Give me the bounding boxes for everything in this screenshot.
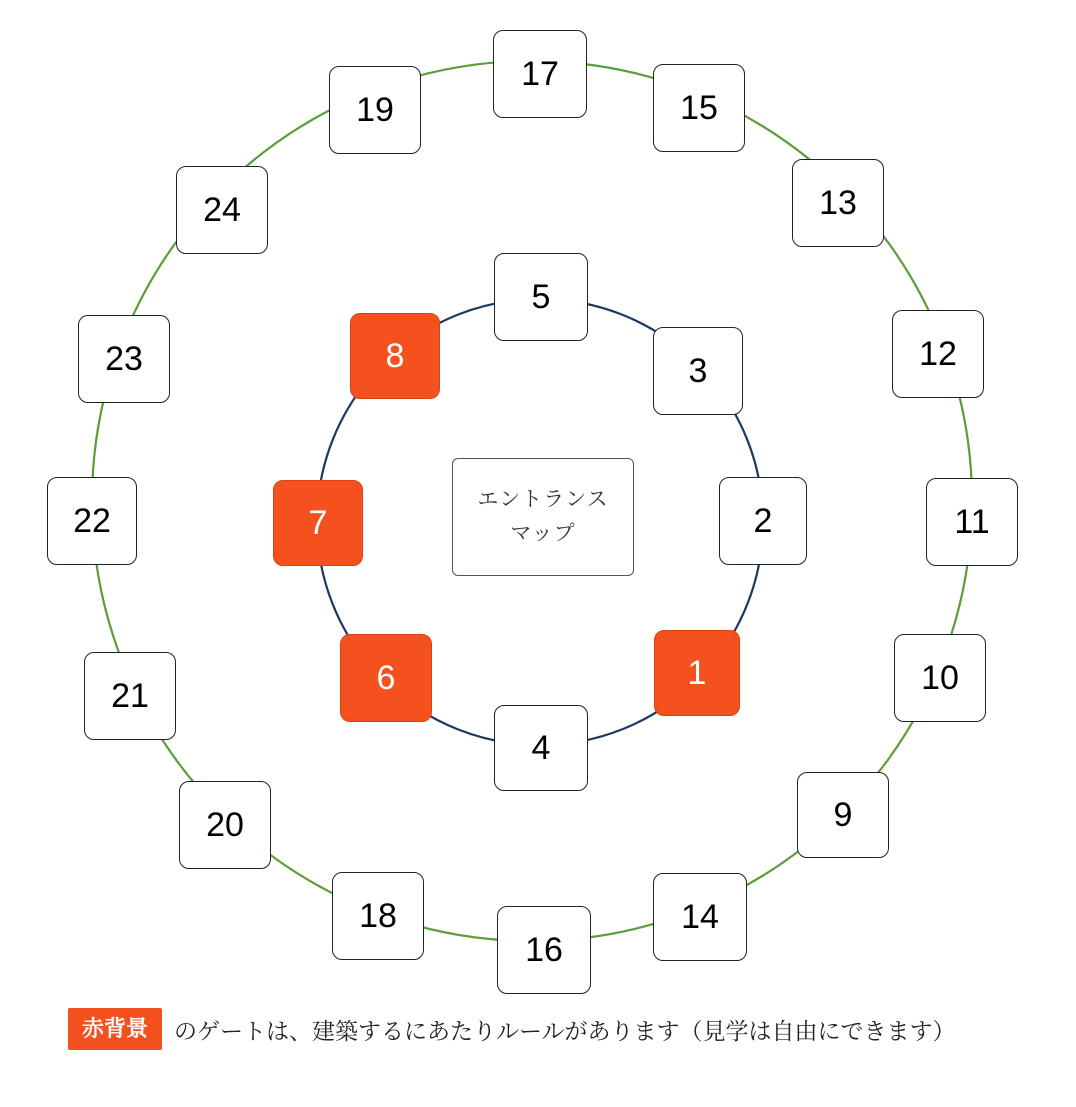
gate-node-21[interactable]: [84, 652, 176, 740]
gate-node-4[interactable]: [494, 705, 588, 791]
gate-label: 3: [688, 352, 708, 390]
gate-node-8[interactable]: [350, 313, 440, 399]
center-entrance-map-label: [452, 458, 634, 576]
gate-label: 6: [376, 659, 396, 697]
gate-label: 23: [105, 340, 143, 378]
gate-node-15[interactable]: [653, 64, 745, 152]
gate-label: 24: [203, 191, 241, 229]
gate-node-6[interactable]: [340, 634, 432, 722]
gate-node-11[interactable]: [926, 478, 1018, 566]
center-label-line2: マップ: [510, 522, 576, 545]
gate-node-5[interactable]: [494, 253, 588, 341]
gate-label: 12: [919, 335, 957, 373]
gate-node-2[interactable]: [719, 477, 807, 565]
gate-node-12[interactable]: [892, 310, 984, 398]
gate-node-23[interactable]: [78, 315, 170, 403]
gate-label: 17: [521, 55, 559, 93]
gate-label: 15: [680, 89, 718, 127]
gate-node-16[interactable]: [497, 906, 591, 994]
gate-node-22[interactable]: [47, 477, 137, 565]
gate-label: 1: [687, 654, 707, 692]
gate-label: 2: [753, 502, 773, 540]
gate-label: 16: [525, 931, 563, 969]
gate-label: 18: [359, 897, 397, 935]
center-label-line1: エントランス: [477, 488, 609, 512]
gate-node-17[interactable]: [493, 30, 587, 118]
gate-node-10[interactable]: [894, 634, 986, 722]
gate-node-7[interactable]: [273, 480, 363, 566]
gate-label: 8: [385, 337, 405, 375]
gate-node-24[interactable]: [176, 166, 268, 254]
gate-label: 14: [681, 898, 719, 936]
gate-node-3[interactable]: [653, 327, 743, 415]
gate-label: 5: [531, 278, 551, 316]
gate-node-13[interactable]: [792, 159, 884, 247]
gate-label: 13: [819, 184, 857, 222]
legend: [68, 1008, 956, 1050]
gate-label: 11: [954, 503, 990, 541]
gate-label: 7: [308, 504, 328, 542]
gate-label: 19: [356, 91, 394, 129]
gate-node-18[interactable]: [332, 872, 424, 960]
gate-label: 10: [921, 659, 959, 697]
gate-node-20[interactable]: [179, 781, 271, 869]
gate-node-1[interactable]: [654, 630, 740, 716]
gate-node-14[interactable]: [653, 873, 747, 961]
gate-label: 22: [73, 502, 111, 540]
gate-label: 20: [206, 806, 244, 844]
legend-text: のゲートは、建築するにあたりルールがあります（見学は自由にできます）: [174, 1017, 956, 1044]
gate-node-9[interactable]: [797, 772, 889, 858]
gate-label: 4: [531, 729, 551, 767]
gate-node-19[interactable]: [329, 66, 421, 154]
legend-badge: 赤背景: [68, 1008, 162, 1050]
gate-label: 21: [111, 677, 149, 715]
gate-label: 9: [833, 796, 853, 834]
